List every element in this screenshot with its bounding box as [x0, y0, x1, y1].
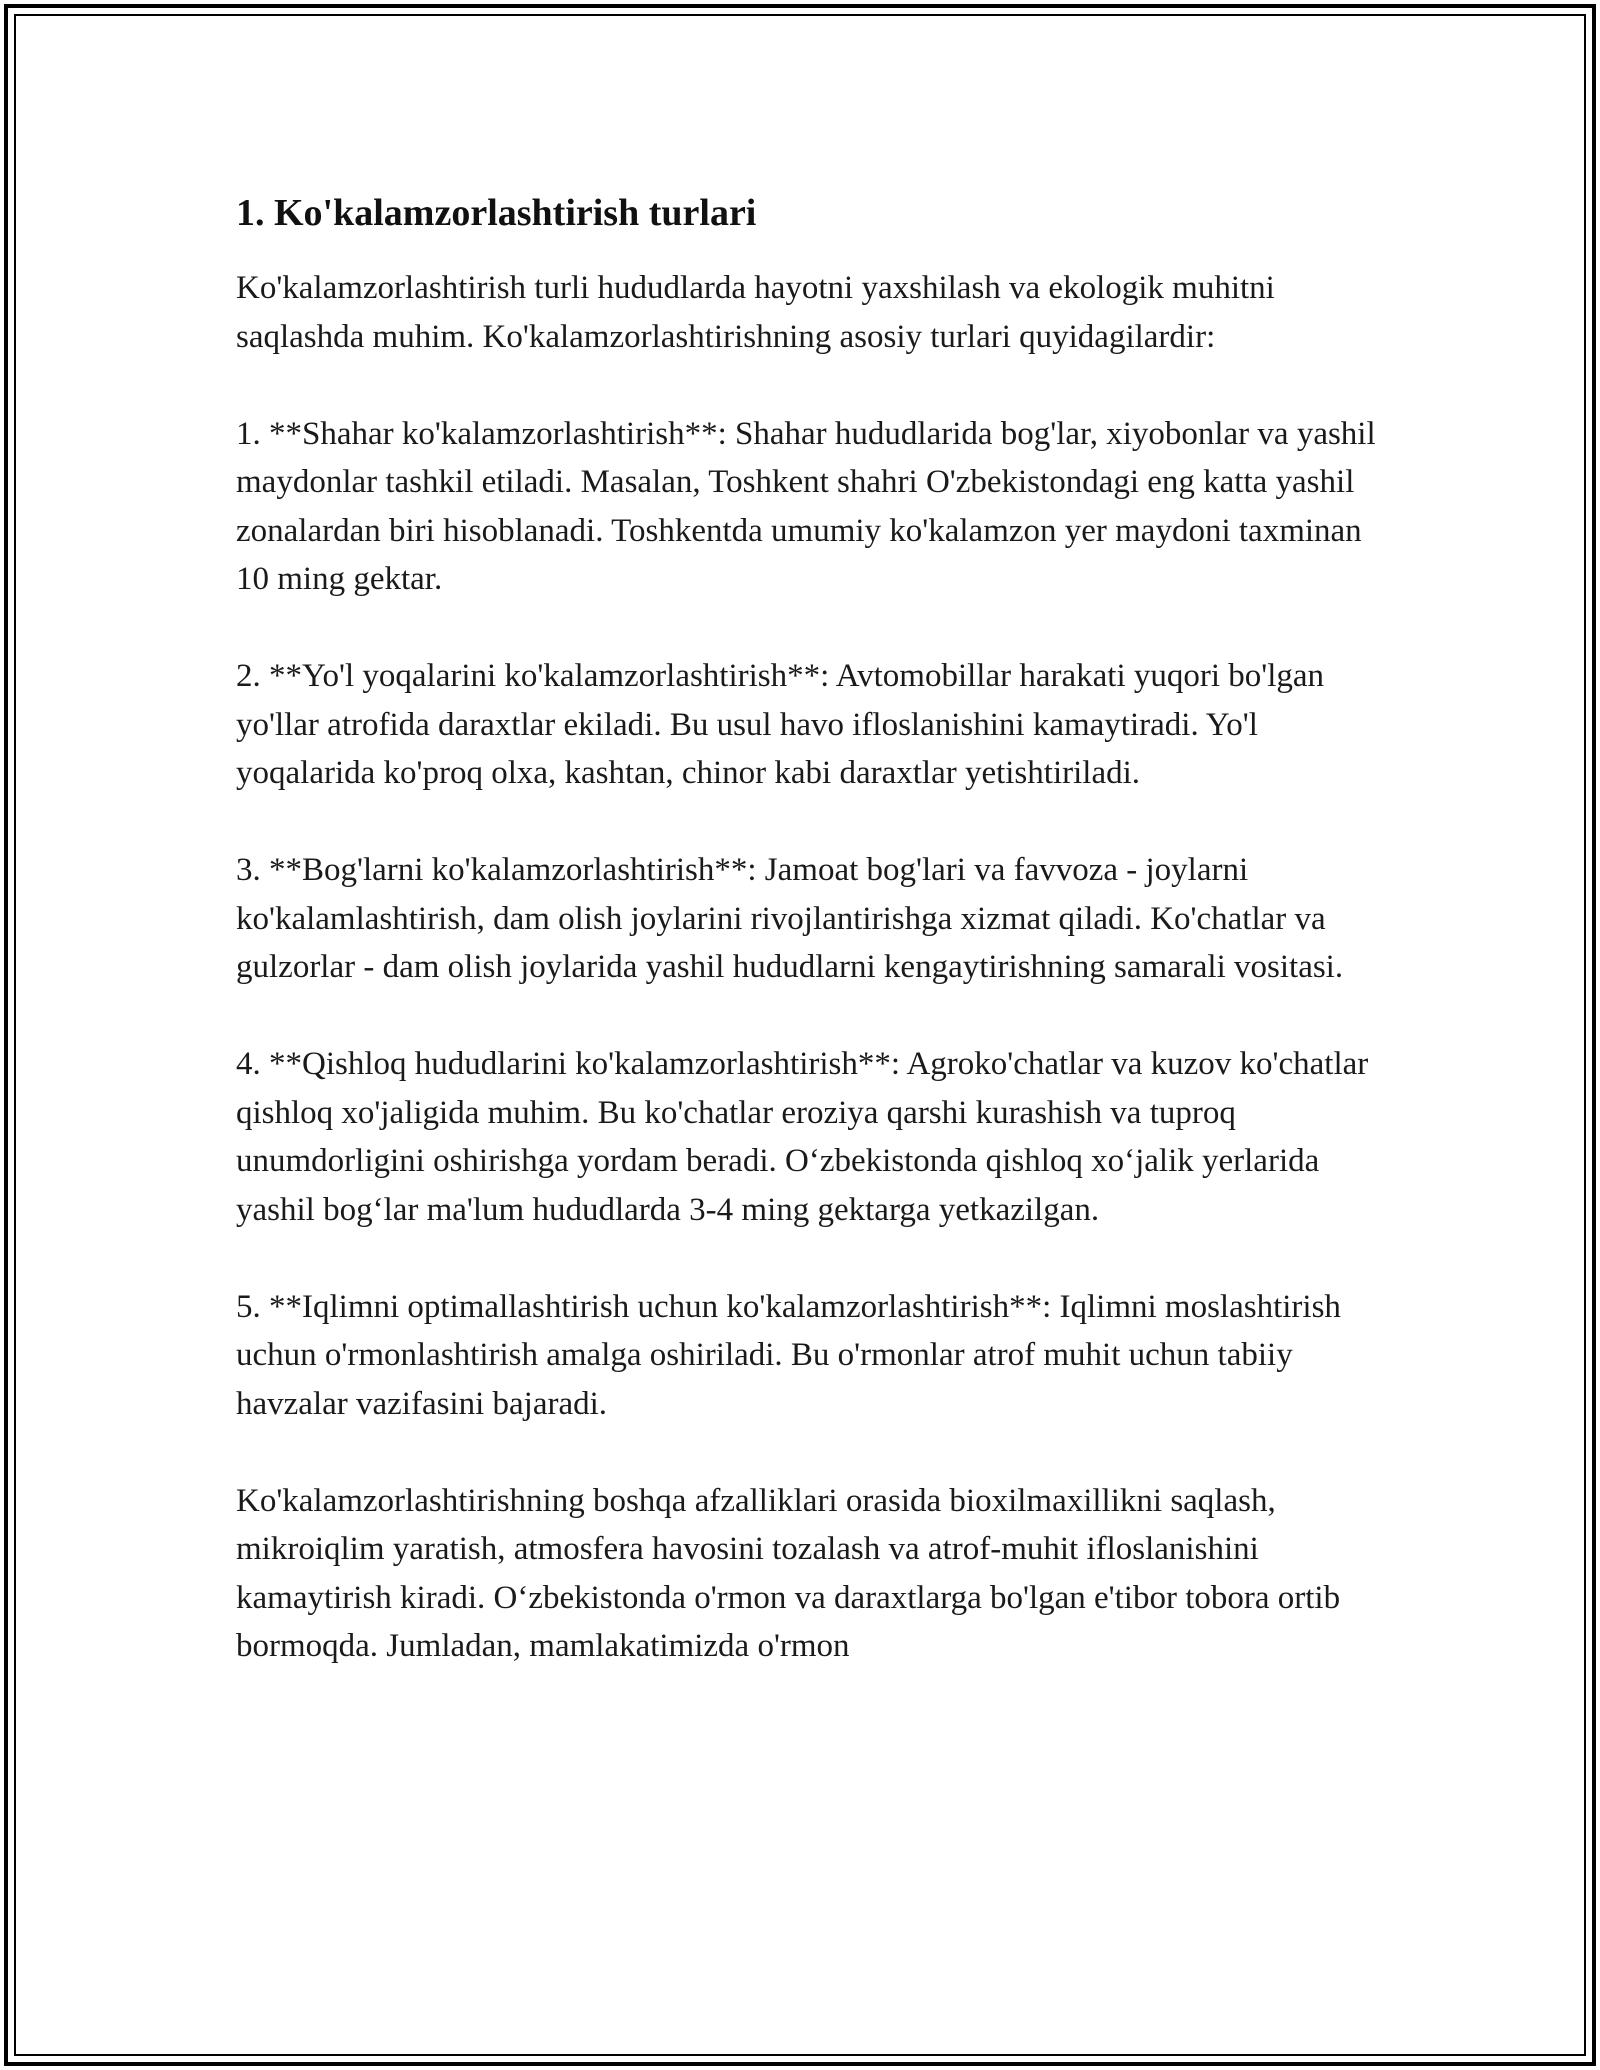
closing-paragraph: Ko'kalamzorlashtirishning boshqa afzalliklari orasida bioxilmaxillikni saqlash, mikroiqlim yaratish, atmosfera havosini tozalash va atrof-muhit ifloslanishini kamaytirish kiradi. O‘zbekistonda o'rmon va daraxtlarga bo'lgan e'tibor tobora ortib bormoqda. Jumladan, mamlakatimizda o'rmon — [236, 1482, 1341, 1664]
section-heading: 1. Ko'kalamzorlashtirish turlari — [236, 192, 757, 234]
list-item-rural: 4. **Qishloq hududlarini ko'kalamzorlashtirish**: Agroko'chatlar va kuzov ko'chatlar qishloq xo'jaligida muhim. Bu ko'chatlar eroziya qarshi kurashish va tuproq unumdorligini oshirishga yordam beradi. O‘zbekistonda qishloq xo‘jalik yerlarida yashil bog‘lar ma'lum hududlarda 3-4 ming gektarga yetkazilgan. — [236, 1046, 1369, 1228]
list-item-roadside: 2. **Yo'l yoqalarini ko'kalamzorlashtirish**: Avtomobillar harakati yuqori bo'lgan yo'llar atrofida daraxtlar ekiladi. Bu usul havo ifloslanishini kamaytiradi. Yo'l yoqalarida ko'proq olxa, kashtan, chinor kabi daraxtlar yetishtiriladi. — [236, 658, 1325, 791]
document-body — [236, 184, 1376, 1671]
list-item-climate: 5. **Iqlimni optimallashtirish uchun ko'kalamzorlashtirish**: Iqlimni moslashtirish uchun o'rmonlashtirish amalga oshiriladi. Bu o'rmonlar atrof muhit uchun tabiiy havzalar vazifasini bajaradi. — [236, 1288, 1341, 1422]
list-item-parks: 3. **Bog'larni ko'kalamzorlashtirish**: Jamoat bog'lari va favvoza - joylarni ko'kalamlashtirish, dam olish joylarini rivojlantirishga xizmat qiladi. Ko'chatlar va gulzorlar - dam olish joylarida yashil hududlarni kengaytirishning samarali vositasi. — [236, 852, 1344, 985]
intro-paragraph: Ko'kalamzorlashtirish turli hududlarda hayotni yaxshilash va ekologik muhitni saqlashda muhim. Ko'kalamzorlashtirishning asosiy turlari quyidagilardir: — [236, 270, 1275, 355]
list-item-urban: 1. **Shahar ko'kalamzorlashtirish**: Shahar hududlarida bog'lar, xiyobonlar va yashil maydonlar tashkil etiladi. Masalan, Toshkent shahri O'zbekistondagi eng katta yashil zonalardan biri hisoblanadi. Toshkentda umumiy ko'kalamzon yer maydoni taxminan 10 ming gektar. — [236, 415, 1376, 597]
